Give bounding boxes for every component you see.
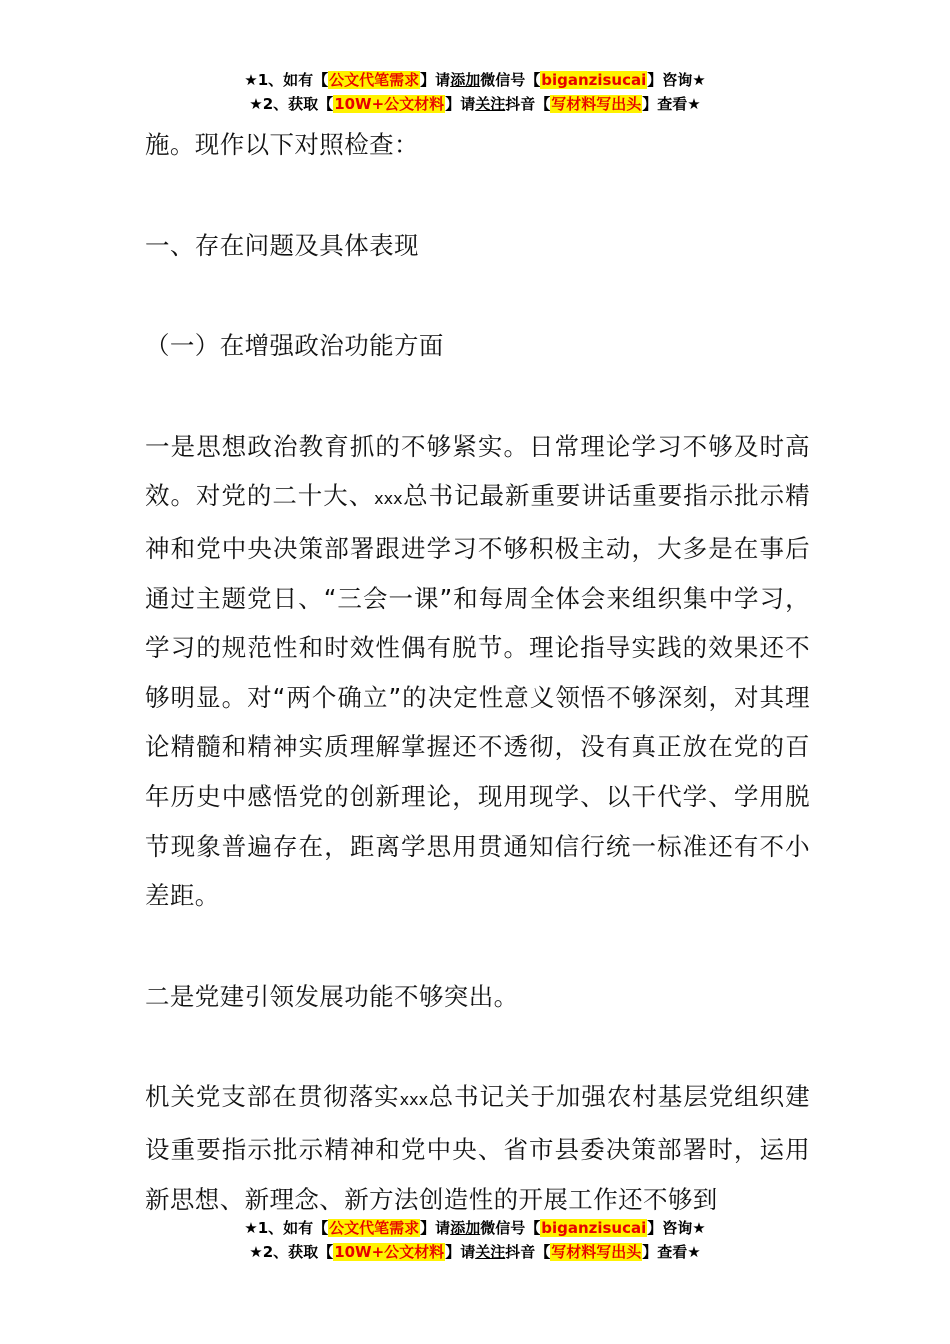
banner-highlight: 10W+公文材料 <box>334 95 445 113</box>
paragraph-problem-1 <box>145 422 810 921</box>
banner-highlight: biganzisucai <box>541 1219 647 1237</box>
header-banner <box>0 69 950 117</box>
banner-underlined: 关注 <box>475 95 506 113</box>
banner-highlight: 公文代笔需求 <box>329 71 420 89</box>
banner-highlight: biganzisucai <box>541 71 647 89</box>
paragraph-intro: 施。现作以下对照检查： <box>145 130 419 159</box>
banner-underlined: 关注 <box>475 1243 506 1261</box>
banner-line-1 <box>0 69 950 93</box>
banner-text: ★2、获取【 <box>249 1243 334 1261</box>
banner-text: 】请 <box>420 1219 451 1237</box>
placeholder-xxx: xxx <box>399 1090 429 1110</box>
banner-line-2 <box>0 93 950 117</box>
banner-text: 】查看★ <box>642 95 701 113</box>
banner-underlined: 添加 <box>450 71 481 89</box>
banner-text: ★1、如有【 <box>244 1219 329 1237</box>
banner-line-2 <box>0 1241 950 1265</box>
document-body <box>145 120 810 1224</box>
placeholder-xxx: xxx <box>374 489 403 509</box>
banner-text: 】请 <box>445 1243 476 1261</box>
paragraph-problem-2-body <box>145 1072 810 1224</box>
section-heading: 一、存在问题及具体表现 <box>145 230 419 260</box>
banner-text: 】咨询★ <box>647 1219 706 1237</box>
banner-highlight: 公文代笔需求 <box>329 1219 420 1237</box>
banner-text: 】请 <box>420 71 451 89</box>
paragraph-text: 总书记关于加强农村基层党组织建设重要指示批示精神和党中央、省市县委决策部署时，运用新思想、新理念、新方法创造性的开展工作还不够到 <box>145 1082 811 1214</box>
banner-text: 】请 <box>445 95 476 113</box>
paragraph-text: 一是思想政治教育抓的不够紧实。日常理论学习不够及时高效。对党的二十大、 <box>145 431 810 511</box>
banner-text: ★1、如有【 <box>244 71 329 89</box>
banner-text: 抖音【 <box>505 1243 551 1261</box>
banner-text: 微信号【 <box>480 1219 541 1237</box>
banner-highlight: 写材料写出头 <box>551 1243 642 1261</box>
banner-text: ★2、获取【 <box>249 95 334 113</box>
footer-banner <box>0 1217 950 1265</box>
subsection-heading: （一）在增强政治功能方面 <box>145 331 444 361</box>
paragraph-text: 机关党支部在贯彻落实 <box>145 1082 400 1112</box>
banner-text: 微信号【 <box>480 71 541 89</box>
banner-highlight: 10W+公文材料 <box>334 1243 445 1261</box>
banner-line-1 <box>0 1217 950 1241</box>
banner-text: 抖音【 <box>505 95 551 113</box>
paragraph-problem-2-title: 二是党建引领发展功能不够突出。 <box>145 981 519 1011</box>
paragraph-text: 总书记最新重要讲话重要指示批示精神和党中央决策部署跟进学习不够积极主动，大多是在事后通过主题党日、“三会一课”和每周全体会来组织集中学习，学习的规范性和时效性偶有脱节。理论指导实践的效果还不够明显。对“两个确立”的决定性意义领悟不够深刻，对其理论精髓和精神实质理解掌握还不透彻，没有真正放在党的百年历史中感悟党的创新理论，现用现学、以干代学、学用脱节现象普遍存在，距离学思用贯通知信行统一标准还有不小差距。 <box>145 481 810 911</box>
banner-underlined: 添加 <box>450 1219 481 1237</box>
banner-text: 】查看★ <box>642 1243 701 1261</box>
banner-text: 】咨询★ <box>647 71 706 89</box>
banner-highlight: 写材料写出头 <box>551 95 642 113</box>
